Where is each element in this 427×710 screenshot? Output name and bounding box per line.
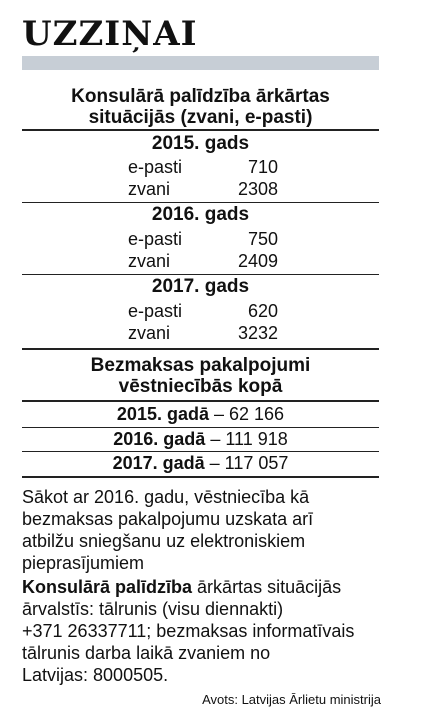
total-year: 2017. gadā [112, 453, 205, 473]
note-line: ārvalstīs: tālrunis (visu diennakti) [22, 599, 284, 619]
free-services-total-2016 [22, 428, 379, 450]
note-paragraph-1 [22, 486, 379, 574]
row-value: 2308 [237, 179, 278, 199]
header-title: UZZIŅAI [22, 14, 198, 54]
free-services-heading-line2: vēstniecībās kopā [118, 376, 283, 397]
note-line: atbilžu sniegšanu uz elektroniskiem [22, 531, 306, 551]
total-value: – 117 057 [209, 453, 289, 473]
divider [22, 129, 379, 131]
note-bold-lead: Konsulārā palīdzība [22, 577, 193, 597]
note-line [22, 576, 379, 598]
divider [22, 348, 379, 350]
note-line: bezmaksas pakalpojumu uzskata arī [22, 509, 314, 529]
row-label: zvani [128, 323, 171, 343]
row-label: e-pasti [128, 229, 183, 249]
total-year: 2015. gadā [116, 404, 209, 424]
divider [22, 400, 379, 402]
note-line: pieprasījumiem [22, 553, 145, 573]
note-line: +371 26337711; bezmaksas informatīvais [22, 621, 355, 641]
row-value: 620 [247, 301, 278, 321]
row-value: 3232 [237, 323, 278, 343]
row-value: 2409 [237, 251, 278, 271]
note-rest: ārkārtas situācijās [192, 577, 342, 597]
note-line: tālrunis darba laikā zvaniem no [22, 643, 271, 663]
header-rule [22, 56, 379, 70]
free-services-total-2017 [22, 452, 379, 474]
row-value: 750 [247, 229, 278, 249]
year-2015-heading: 2015. gads [151, 133, 250, 154]
total-year: 2016. gadā [113, 429, 206, 449]
note-line: Sākot ar 2016. gadu, vēstniecība kā [22, 487, 310, 507]
row-label: zvani [128, 251, 171, 271]
row-label: zvani [128, 179, 171, 199]
total-value: – 62 166 [214, 404, 285, 424]
consular-heading [22, 86, 379, 128]
free-services-heading [22, 355, 379, 397]
row-label: e-pasti [128, 157, 183, 177]
consular-heading-line1: Konsulārā palīdzība ārkārtas [71, 86, 330, 107]
row-label: e-pasti [128, 301, 183, 321]
total-value: – 111 918 [210, 429, 288, 449]
consular-heading-line2: situācijās (zvani, e-pasti) [88, 107, 313, 128]
free-services-heading-line1: Bezmaksas pakalpojumi [90, 355, 311, 376]
free-services-total-2015 [22, 403, 379, 425]
note-line: Latvijas: 8000505. [22, 665, 169, 685]
divider [22, 274, 379, 275]
year-2016-heading: 2016. gads [151, 204, 250, 225]
note-paragraph-2 [22, 576, 379, 686]
divider [22, 202, 379, 203]
year-2017-heading: 2017. gads [151, 276, 250, 297]
row-value: 710 [247, 157, 278, 177]
source-credit: Avots: Latvijas Ārlietu ministrija [202, 692, 381, 707]
divider [22, 476, 379, 478]
